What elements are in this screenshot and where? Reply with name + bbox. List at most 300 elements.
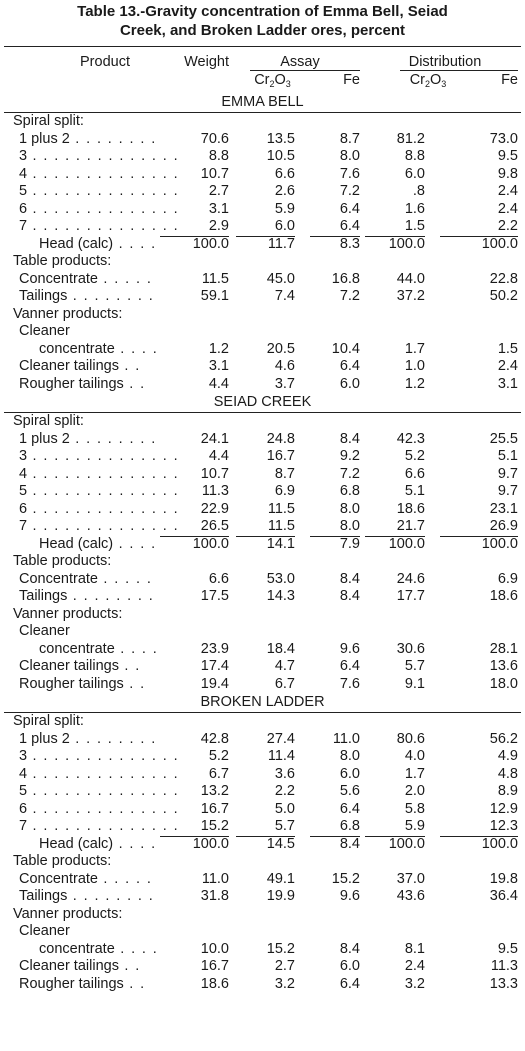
cell-assay-cr2o3: 5.0 [274,800,295,817]
table-row [0,536,525,554]
cell-assay-cr2o3: 14.1 [266,535,295,552]
cell-weight: 1.2 [208,340,229,357]
leader-dots: . . [118,358,141,374]
cell-distribution-fe: 9.5 [497,940,518,957]
table-row [0,288,525,306]
cell-assay-cr2o3: 10.5 [266,148,295,164]
cell-weight: 3.1 [208,358,229,374]
cell-assay-cr2o3: 4.6 [274,358,295,374]
row-label: Head (calc) . . . . [39,235,157,252]
cell-distribution-cr2o3: 44.0 [396,270,425,287]
table-row [0,166,525,184]
cell-weight: 70.6 [200,130,229,147]
header-distribution-fe: Fe [501,72,518,88]
cell-weight: 18.6 [200,975,229,992]
cell-weight: 26.5 [160,518,229,537]
row-label: 1 plus 2 . . . . . . . . [19,730,157,747]
cell-assay-fe: 5.6 [339,783,360,799]
cell-assay-fe: 9.6 [339,888,360,904]
cell-distribution-fe: 22.8 [489,270,518,287]
row-label: Head (calc) . . . . [39,535,157,552]
table-row [0,853,525,871]
cell-weight: 5.2 [208,748,229,764]
leader-dots: . . [118,958,141,974]
table-row [0,871,525,889]
cell-weight: 22.9 [200,500,229,517]
cell-assay-cr2o3: 4.7 [274,658,295,674]
section-header [0,93,525,113]
table-row [0,658,525,676]
table-title-line-1: Table 13.-Gravity concentration of Emma Bell, Seiad [77,3,448,20]
cell-distribution-cr2o3: 81.2 [396,130,425,147]
leader-dots: . . . . [113,535,157,552]
cell-distribution-fe: 2.2 [440,218,518,237]
header-weight: Weight [184,54,229,70]
cell-distribution-cr2o3: 100.0 [388,535,425,552]
cell-distribution-cr2o3: 6.0 [404,165,425,182]
cell-assay-fe: 8.4 [339,835,360,852]
row-label: Cleaner tailings . . [19,658,141,674]
cell-weight: 13.2 [200,783,229,799]
cell-distribution-cr2o3: 1.6 [404,200,425,217]
row-label: Cleaner [19,623,70,639]
cell-distribution-cr2o3: 5.7 [404,658,425,674]
table-row [0,483,525,501]
table-row [0,801,525,819]
cell-distribution-fe: 6.9 [497,570,518,587]
table-row [0,713,525,731]
row-label: Table products: [13,853,112,869]
row-label: Rougher tailings . . [19,975,146,992]
cell-distribution-fe: 26.9 [440,518,518,537]
cell-weight: 11.0 [201,870,229,887]
cell-distribution-cr2o3: 5.9 [365,818,425,837]
cell-assay-fe: 8.7 [339,130,360,147]
cell-weight: 4.4 [208,375,229,392]
leader-dots: . . . . . . . . . . . . . . [27,448,180,464]
row-label: Spiral split: [13,113,84,129]
row-label: 6 . . . . . . . . . . . . . . [19,800,180,817]
table-row [0,623,525,641]
row-label: Tailings . . . . . . . . [19,288,155,304]
table-row [0,571,525,589]
cell-assay-cr2o3: 2.6 [274,183,295,199]
cell-assay-fe: 16.8 [331,270,360,287]
cell-weight: 6.6 [208,570,229,587]
cell-distribution-cr2o3: 43.6 [396,888,425,904]
cell-distribution-cr2o3: 2.4 [404,958,425,974]
cell-assay-cr2o3: 15.2 [266,940,295,957]
cell-assay-cr2o3: 16.7 [266,448,295,464]
cell-assay-cr2o3: 3.6 [274,765,295,782]
cell-assay-fe: 6.0 [339,958,360,974]
row-label: 6 . . . . . . . . . . . . . . [19,500,180,517]
cell-distribution-fe: 13.3 [489,975,518,992]
cell-weight: 2.9 [160,218,229,237]
row-label: 4 . . . . . . . . . . . . . . [19,465,180,482]
cell-assay-fe: 8.4 [339,430,360,447]
table-row [0,731,525,749]
cell-assay-fe: 7.2 [339,465,360,482]
table-row [0,748,525,766]
cell-distribution-fe: 25.5 [489,430,518,447]
leader-dots: . . . . . . . . [67,888,155,904]
row-label: Concentrate . . . . . [19,270,153,287]
cell-distribution-fe: 5.1 [497,448,518,464]
cell-weight: 15.2 [160,818,229,837]
row-label: Concentrate . . . . . [19,870,153,887]
distribution-underline [400,70,518,71]
cell-distribution-fe: 23.1 [489,500,518,517]
leader-dots: . . . . . . . . [69,130,157,147]
cell-assay-fe: 6.0 [339,765,360,782]
cell-assay-cr2o3: 53.0 [266,570,295,587]
cell-assay-fe: 8.4 [339,940,360,957]
section-title: EMMA BELL [221,94,304,110]
row-label: 5 . . . . . . . . . . . . . . [19,183,180,199]
table-row [0,376,525,394]
data-table [0,93,525,993]
cell-distribution-cr2o3: 4.0 [404,748,425,764]
cell-distribution-cr2o3: .8 [412,183,425,199]
row-label: Spiral split: [13,713,84,729]
cell-distribution-fe: 50.2 [489,288,518,304]
table-row [0,818,525,836]
cell-assay-cr2o3: 11.5 [267,500,295,517]
section-header [0,693,525,713]
row-label: Head (calc) . . . . [39,835,157,852]
cell-assay-cr2o3: 3.7 [274,375,295,392]
cell-distribution-cr2o3: 17.7 [396,588,425,604]
leader-dots: . . . . . . . . . . . . . . [27,465,180,482]
cell-assay-fe: 11.0 [332,730,360,747]
table-row [0,766,525,784]
table-row [0,218,525,236]
cell-assay-cr2o3: 3.2 [274,975,295,992]
cell-assay-cr2o3: 5.9 [274,200,295,217]
cell-weight: 3.1 [208,200,229,217]
cell-assay-cr2o3: 20.5 [266,340,295,357]
cell-weight: 10.7 [200,465,229,482]
leader-dots: . . . . . . . . . . . . . . [27,200,180,217]
header-distribution-cr2o3: $Cr_2O_3$ [409,72,447,89]
header-assay: Assay [280,54,320,70]
cell-assay-cr2o3: 7.4 [274,288,295,304]
cell-distribution-fe: 2.4 [497,183,518,199]
cell-weight: 100.0 [192,835,229,852]
row-label: Cleaner [19,323,70,339]
row-label: concentrate . . . . [39,940,159,957]
table-row [0,431,525,449]
table-row [0,958,525,976]
cell-distribution-cr2o3: 3.2 [404,975,425,992]
cell-assay-cr2o3: 19.9 [266,888,295,904]
cell-weight: 100.0 [192,235,229,252]
leader-dots: . . . . [113,835,157,852]
leader-dots: . . . . . . . . . . . . . . [27,148,180,164]
table-title-line-2: Creek, and Broken Ladder ores, percent [119,22,406,39]
cell-weight: 10.0 [200,940,229,957]
cell-assay-cr2o3: 6.6 [274,165,295,182]
leader-dots: . . . . . . . . . . . . . . [27,483,180,499]
table-row [0,888,525,906]
cell-assay-cr2o3: 18.4 [266,640,295,657]
cell-assay-fe: 7.6 [339,165,360,182]
table-title [0,2,525,40]
table-row [0,466,525,484]
table-row [0,923,525,941]
row-label: Table products: [13,253,112,269]
section-header [0,393,525,413]
cell-distribution-fe: 19.8 [489,870,518,887]
cell-distribution-cr2o3: 30.6 [396,640,425,657]
leader-dots: . . . . . . . . . . . . . . [27,518,180,534]
cell-distribution-cr2o3: 80.6 [396,730,425,747]
cell-assay-cr2o3: 49.1 [266,870,295,887]
cell-distribution-fe: 8.9 [497,783,518,799]
cell-weight: 42.8 [200,730,229,747]
table-row [0,448,525,466]
cell-assay-cr2o3: 6.9 [274,483,295,499]
section-title: SEIAD CREEK [213,394,312,410]
cell-distribution-cr2o3: 1.0 [404,358,425,374]
leader-dots: . . . . [114,940,159,957]
cell-distribution-fe: 12.9 [489,800,518,817]
table-row [0,676,525,694]
row-label: Spiral split: [13,413,84,429]
row-label: 5 . . . . . . . . . . . . . . [19,783,180,799]
row-label: Vanner products: [13,905,123,922]
row-label: 6 . . . . . . . . . . . . . . [19,200,180,217]
row-label: concentrate . . . . [39,640,159,657]
header-assay-fe: Fe [343,72,360,88]
cell-assay-fe: 8.3 [339,235,360,252]
leader-dots: . . . . [113,235,157,252]
table-row [0,906,525,924]
cell-weight: 11.5 [201,270,229,287]
cell-distribution-fe: 2.4 [497,358,518,374]
cell-distribution-fe: 4.9 [497,748,518,764]
cell-distribution-fe: 9.7 [497,483,518,499]
leader-dots: . . . . [114,340,159,357]
cell-distribution-cr2o3: 9.1 [404,675,425,692]
cell-distribution-cr2o3: 1.2 [404,375,425,392]
leader-dots: . . . . . . . . . . . . . . [27,800,180,817]
row-label: concentrate . . . . [39,340,159,357]
table-row [0,253,525,271]
cell-weight: 19.4 [200,675,229,692]
cell-assay-cr2o3: 27.4 [266,730,295,747]
cell-weight: 16.7 [200,800,229,817]
cell-assay-cr2o3: 14.3 [266,588,295,604]
leader-dots: . . . . . . . . . . . . . . [27,183,180,199]
cell-distribution-cr2o3: 1.7 [404,765,425,782]
cell-distribution-fe: 73.0 [489,130,518,147]
leader-dots: . . [123,375,146,392]
cell-assay-cr2o3: 11.4 [267,748,295,764]
cell-assay-fe: 9.6 [339,640,360,657]
leader-dots: . . [123,975,146,992]
cell-assay-fe: 6.0 [339,375,360,392]
cell-assay-fe: 6.4 [339,800,360,817]
cell-distribution-fe: 9.5 [497,148,518,164]
table-row [0,518,525,536]
cell-assay-fe: 6.4 [339,358,360,374]
cell-distribution-cr2o3: 8.8 [404,148,425,164]
table-row [0,148,525,166]
row-label: 5 . . . . . . . . . . . . . . [19,483,180,499]
cell-distribution-fe: 9.7 [497,465,518,482]
cell-distribution-fe: 2.4 [497,200,518,217]
cell-assay-fe: 7.9 [339,535,360,552]
cell-distribution-cr2o3: 5.1 [404,483,425,499]
cell-distribution-cr2o3: 5.8 [404,800,425,817]
leader-dots: . . . . . . . . . . . . . . [27,818,180,834]
cell-assay-cr2o3: 11.5 [236,518,295,537]
leader-dots: . . . . . . . . [69,730,157,747]
cell-assay-fe: 8.4 [339,588,360,604]
table-row [0,941,525,959]
row-label: 4 . . . . . . . . . . . . . . [19,165,180,182]
table-row [0,413,525,431]
cell-assay-cr2o3: 5.7 [236,818,295,837]
cell-assay-fe: 8.0 [339,500,360,517]
cell-distribution-cr2o3: 37.2 [396,288,425,304]
table-row [0,783,525,801]
leader-dots: . . . . . . . . . . . . . . [27,748,180,764]
cell-distribution-cr2o3: 37.0 [396,870,425,887]
cell-assay-cr2o3: 45.0 [266,270,295,287]
leader-dots: . . . . . . . . . . . . . . [27,165,180,182]
cell-distribution-fe: 100.0 [481,235,518,252]
cell-distribution-fe: 18.6 [489,588,518,604]
row-label: Cleaner tailings . . [19,358,141,374]
cell-assay-fe: 6.4 [339,658,360,674]
cell-assay-fe: 7.6 [339,675,360,692]
leader-dots: . . . . . . . . . . . . . . [27,783,180,799]
row-label: 7 . . . . . . . . . . . . . . [19,218,180,234]
cell-distribution-cr2o3: 100.0 [388,235,425,252]
table-row [0,588,525,606]
row-label: Cleaner [19,923,70,939]
cell-assay-fe: 6.8 [339,483,360,499]
cell-assay-fe: 9.2 [339,448,360,464]
cell-distribution-cr2o3: 6.6 [404,465,425,482]
cell-weight: 23.9 [200,640,229,657]
cell-weight: 16.7 [200,958,229,974]
leader-dots: . . . . . [98,870,153,887]
cell-distribution-cr2o3: 8.1 [404,940,425,957]
top-rule [4,46,521,47]
leader-dots: . . . . . . . . [67,588,155,604]
header-product: Product [80,54,130,70]
cell-distribution-fe: 4.8 [497,765,518,782]
cell-distribution-fe: 36.4 [489,888,518,904]
table-row [0,306,525,324]
table-row [0,323,525,341]
cell-assay-cr2o3: 14.5 [266,835,295,852]
row-label: Tailings . . . . . . . . [19,588,155,604]
cell-distribution-fe: 100.0 [481,535,518,552]
row-label: Cleaner tailings . . [19,958,141,974]
table-row [0,606,525,624]
leader-dots: . . [123,675,146,692]
cell-assay-fe: 6.4 [339,200,360,217]
table-row [0,836,525,854]
leader-dots: . . [118,658,141,674]
cell-weight: 100.0 [192,535,229,552]
table-row [0,271,525,289]
table-row [0,131,525,149]
leader-dots: . . . . . . . . [69,430,157,447]
cell-assay-cr2o3: 6.7 [274,675,295,692]
cell-assay-cr2o3: 2.7 [274,958,295,974]
table-row [0,641,525,659]
table-row [0,113,525,131]
table-row [0,183,525,201]
leader-dots: . . . . [114,640,159,657]
cell-distribution-cr2o3: 24.6 [396,570,425,587]
cell-assay-fe: 6.8 [310,818,360,837]
cell-distribution-cr2o3: 5.2 [404,448,425,464]
cell-assay-fe: 8.4 [339,570,360,587]
cell-assay-fe: 6.4 [339,975,360,992]
cell-distribution-fe: 12.3 [440,818,518,837]
table-row [0,358,525,376]
leader-dots: . . . . . [98,570,153,587]
cell-distribution-fe: 56.2 [489,730,518,747]
leader-dots: . . . . . . . . [67,288,155,304]
cell-weight: 2.7 [208,183,229,199]
cell-distribution-cr2o3: 100.0 [388,835,425,852]
table-row [0,236,525,254]
section-title: BROKEN LADDER [200,694,325,710]
row-label: Vanner products: [13,605,123,622]
row-label: Table products: [13,553,112,569]
cell-weight: 31.8 [200,888,229,904]
cell-assay-cr2o3: 11.7 [267,235,295,252]
cell-distribution-fe: 13.6 [489,658,518,674]
cell-weight: 6.7 [208,765,229,782]
row-label: 7 . . . . . . . . . . . . . . [19,518,180,534]
cell-distribution-cr2o3: 1.5 [365,218,425,237]
cell-distribution-fe: 1.5 [497,340,518,357]
cell-weight: 4.4 [208,448,229,464]
cell-distribution-cr2o3: 21.7 [365,518,425,537]
cell-assay-cr2o3: 24.8 [266,430,295,447]
cell-assay-cr2o3: 2.2 [274,783,295,799]
row-label: 3 . . . . . . . . . . . . . . [19,748,180,764]
cell-assay-cr2o3: 8.7 [274,465,295,482]
leader-dots: . . . . . . . . . . . . . . [27,218,180,234]
row-label: 1 plus 2 . . . . . . . . [19,130,157,147]
table-row [0,501,525,519]
row-label: Tailings . . . . . . . . [19,888,155,904]
table-row [0,976,525,994]
row-label: Concentrate . . . . . [19,570,153,587]
cell-distribution-fe: 11.3 [490,958,518,974]
row-label: Rougher tailings . . [19,375,146,392]
cell-assay-fe: 8.0 [339,748,360,764]
cell-distribution-fe: 3.1 [497,375,518,392]
cell-assay-fe: 6.4 [310,218,360,237]
cell-distribution-cr2o3: 42.3 [396,430,425,447]
cell-assay-fe: 8.0 [339,148,360,164]
cell-distribution-fe: 100.0 [481,835,518,852]
cell-distribution-cr2o3: 18.6 [396,500,425,517]
header-assay-cr2o3: $Cr_2O_3$ [254,72,291,89]
row-label: 3 . . . . . . . . . . . . . . [19,148,180,164]
